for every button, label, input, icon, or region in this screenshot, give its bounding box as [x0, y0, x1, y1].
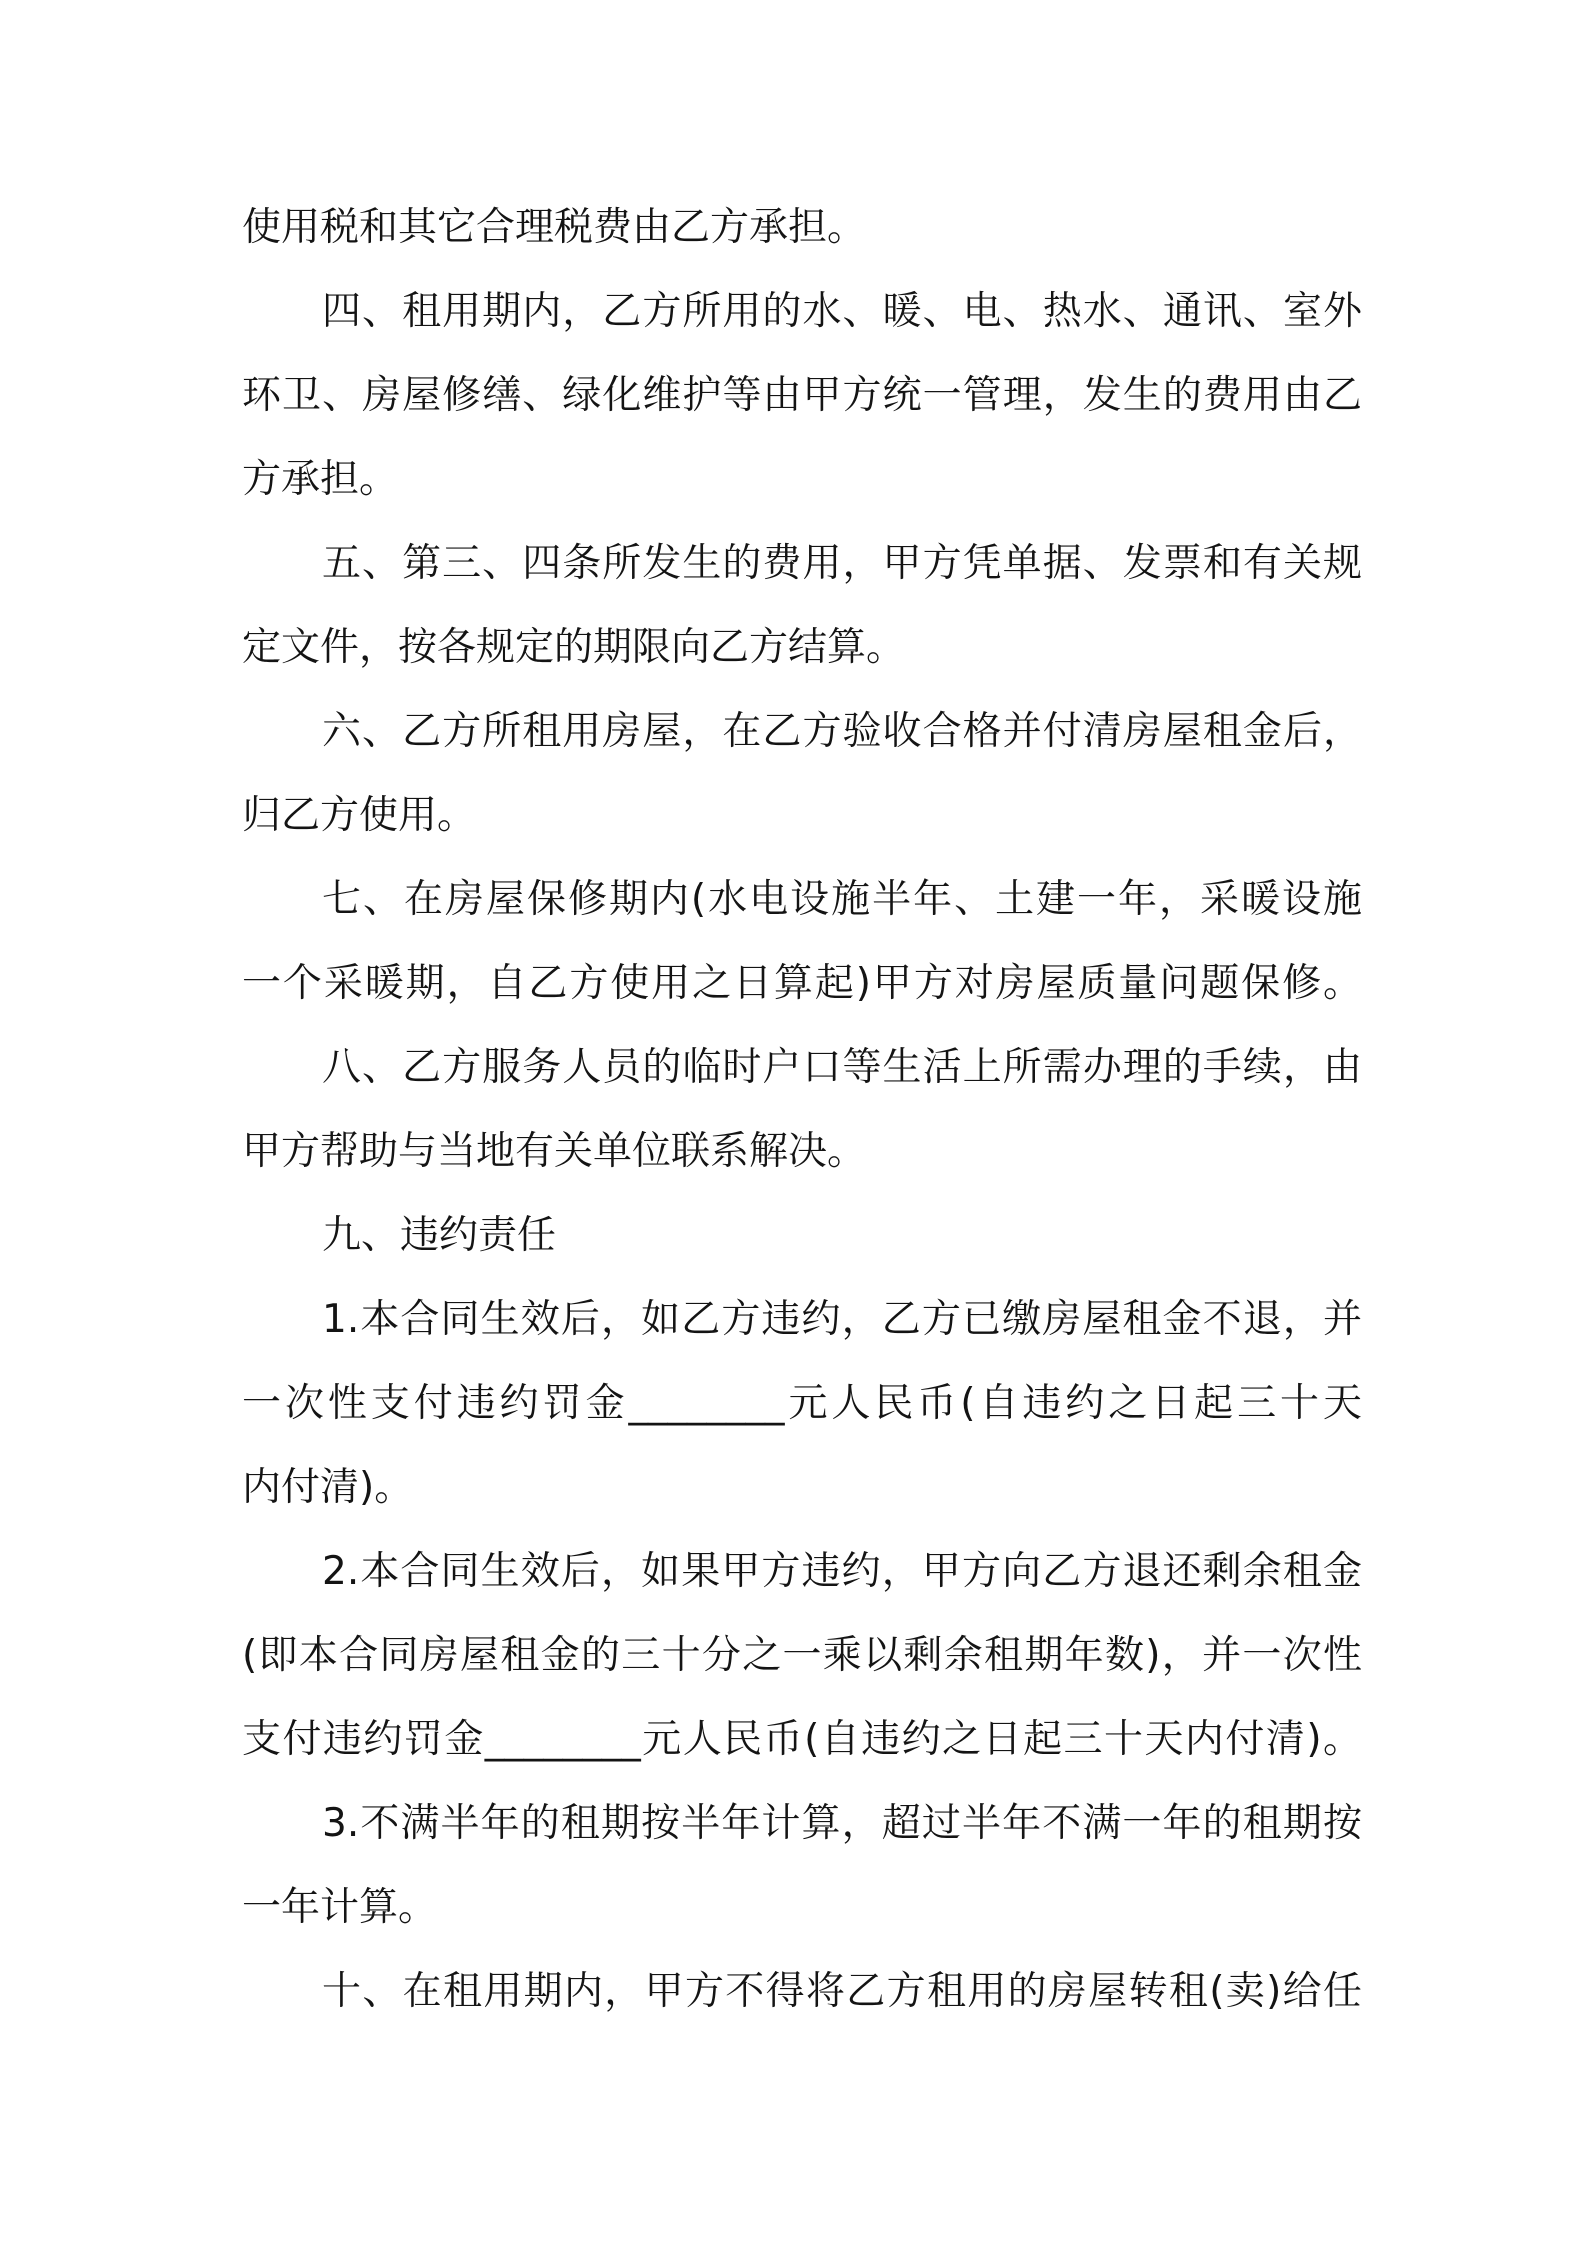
text-line-12: 甲方帮助与当地有关单位联系解决。: [242, 1129, 867, 1174]
text-line-6: 定文件，按各规定的期限向乙方结算。: [242, 625, 906, 670]
text-line-20: 3.不满半年的租期按半年计算，超过半年不满一年的租期按: [322, 1801, 1362, 1846]
text-line-22: 十、在租用期内，甲方不得将乙方租用的房屋转租(卖)给任: [322, 1969, 1362, 2014]
text-line-7: 六、乙方所租用房屋，在乙方验收合格并付清房屋租金后，: [322, 709, 1362, 754]
text-line-8: 归乙方使用。: [242, 793, 477, 838]
text-line-14: 1.本合同生效后，如乙方违约，乙方已缴房屋租金不退，并: [322, 1297, 1362, 1342]
text-line-11: 八、乙方服务人员的临时户口等生活上所需办理的手续，由: [322, 1045, 1362, 1090]
text-line-4: 方承担。: [242, 457, 399, 502]
text-line-18: (即本合同房屋租金的三十分之一乘以剩余租期年数)，并一次性: [242, 1633, 1362, 1678]
text-line-16: 内付清)。: [242, 1465, 414, 1510]
text-line-15: 一次性支付违约罚金________元人民币(自违约之日起三十天: [242, 1381, 1362, 1426]
text-line-21: 一年计算。: [242, 1885, 438, 1930]
text-line-19: 支付违约罚金________元人民币(自违约之日起三十天内付清)。: [242, 1717, 1362, 1762]
text-line-9: 七、在房屋保修期内(水电设施半年、土建一年，采暖设施: [322, 877, 1362, 922]
text-line-2: 四、租用期内，乙方所用的水、暖、电、热水、通讯、室外: [322, 289, 1362, 334]
text-line-5: 五、第三、四条所发生的费用，甲方凭单据、发票和有关规: [322, 541, 1362, 586]
text-line-17: 2.本合同生效后，如果甲方违约，甲方向乙方退还剩余租金: [322, 1549, 1362, 1594]
text-line-1: 使用税和其它合理税费由乙方承担。: [242, 205, 867, 250]
text-line-10: 一个采暖期，自乙方使用之日算起)甲方对房屋质量问题保修。: [242, 961, 1362, 1006]
text-line-13: 九、违约责任: [322, 1213, 557, 1258]
text-line-3: 环卫、房屋修缮、绿化维护等由甲方统一管理，发生的费用由乙: [242, 373, 1362, 418]
